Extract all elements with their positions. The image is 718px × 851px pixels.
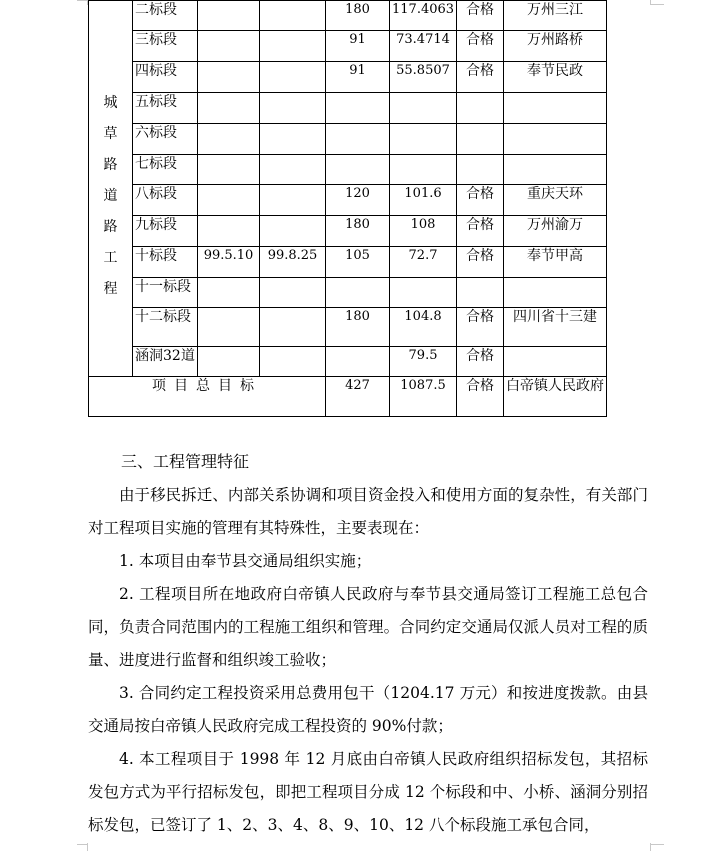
end-date-cell bbox=[260, 1, 326, 31]
contractor-cell bbox=[504, 347, 607, 377]
amount-cell: 101.6 bbox=[390, 185, 457, 216]
segment-cell: 五标段 bbox=[133, 93, 198, 124]
amount-cell: 104.8 bbox=[390, 308, 457, 347]
segment-cell: 二标段 bbox=[133, 1, 198, 31]
body-text bbox=[88, 479, 648, 842]
quality-cell: 合格 bbox=[457, 185, 504, 216]
amount-cell bbox=[390, 155, 457, 185]
start-date-cell bbox=[198, 93, 260, 124]
contractor-cell: 万州渝万 bbox=[504, 216, 607, 247]
table-row bbox=[89, 62, 607, 93]
margin-mark-bottom-left-horizontal bbox=[77, 844, 87, 845]
start-date-cell bbox=[198, 347, 260, 377]
project-name-char: 工 bbox=[103, 250, 118, 266]
end-date-cell bbox=[260, 185, 326, 216]
segment-cell: 四标段 bbox=[133, 62, 198, 93]
contractor-cell: 万州路桥 bbox=[504, 31, 607, 62]
contractor-cell bbox=[504, 278, 607, 308]
length-cell: 180 bbox=[326, 216, 390, 247]
end-date-cell bbox=[260, 347, 326, 377]
project-name-char: 道 bbox=[103, 188, 118, 204]
paragraph-item-3: 3. 合同约定工程投资采用总费用包干（1204.17 万元）和按进度拨款。由县交通局按白帝镇人民政府完成工程投资的 90%付款； bbox=[88, 684, 648, 735]
end-date-cell bbox=[260, 124, 326, 155]
segment-cell: 九标段 bbox=[133, 216, 198, 247]
amount-cell: 72.7 bbox=[390, 247, 457, 278]
end-date-cell bbox=[260, 308, 326, 347]
start-date-cell bbox=[198, 308, 260, 347]
length-cell bbox=[326, 93, 390, 124]
length-cell: 91 bbox=[326, 31, 390, 62]
section-title: 三、工程管理特征 bbox=[121, 452, 250, 471]
amount-cell bbox=[390, 93, 457, 124]
quality-cell: 合格 bbox=[457, 247, 504, 278]
segment-cell: 十标段 bbox=[133, 247, 198, 278]
total-quality-cell: 合格 bbox=[457, 377, 504, 417]
end-date-cell bbox=[260, 62, 326, 93]
length-cell: 180 bbox=[326, 1, 390, 31]
project-name-char: 草 bbox=[103, 126, 118, 142]
contractor-cell: 奉节甲高 bbox=[504, 247, 607, 278]
quality-cell bbox=[457, 93, 504, 124]
segment-cell: 八标段 bbox=[133, 185, 198, 216]
paragraph-intro: 由于移民拆迁、内部关系协调和项目资金投入和使用方面的复杂性，有关部门对工程项目实施的管理有其特殊性，主要表现在： bbox=[88, 486, 648, 537]
end-date-cell bbox=[260, 155, 326, 185]
table-row bbox=[89, 247, 607, 278]
segment-cell: 涵洞32道 bbox=[133, 347, 198, 377]
margin-mark-top-right-horizontal bbox=[650, 4, 664, 5]
contractor-cell: 重庆天环 bbox=[504, 185, 607, 216]
paragraph-item-4: 4. 本工程项目于 1998 年 12 月底由白帝镇人民政府组织招标发包，其招标发包方式为平行招标发包，即把工程项目分成 12 个标段和中、小桥、涵洞分别招标发包，已签订了 1、2、3、4、8、9、10、12 八个标段施工承包合同， bbox=[88, 750, 648, 834]
project-name-char: 路 bbox=[103, 157, 118, 173]
quality-cell bbox=[457, 155, 504, 185]
length-cell bbox=[326, 124, 390, 155]
start-date-cell bbox=[198, 31, 260, 62]
project-name-char: 路 bbox=[103, 219, 118, 235]
amount-cell: 79.5 bbox=[390, 347, 457, 377]
paragraph-item-1: 1. 本项目由奉节县交通局组织实施； bbox=[119, 552, 372, 570]
table-row bbox=[89, 278, 607, 308]
end-date-cell: 99.8.25 bbox=[260, 247, 326, 278]
table-row bbox=[89, 124, 607, 155]
start-date-cell bbox=[198, 278, 260, 308]
segment-cell: 六标段 bbox=[133, 124, 198, 155]
segment-cell: 七标段 bbox=[133, 155, 198, 185]
margin-mark-bottom-left bbox=[87, 843, 88, 851]
length-cell bbox=[326, 347, 390, 377]
end-date-cell bbox=[260, 93, 326, 124]
start-date-cell bbox=[198, 216, 260, 247]
contractor-cell: 四川省十三建 bbox=[504, 308, 607, 347]
start-date-cell bbox=[198, 62, 260, 93]
length-cell bbox=[326, 278, 390, 308]
quality-cell: 合格 bbox=[457, 308, 504, 347]
end-date-cell bbox=[260, 31, 326, 62]
total-unit-cell: 白帝镇人民政府 bbox=[504, 377, 607, 417]
start-date-cell bbox=[198, 1, 260, 31]
end-date-cell bbox=[260, 216, 326, 247]
contractor-cell bbox=[504, 93, 607, 124]
quality-cell: 合格 bbox=[457, 62, 504, 93]
quality-cell: 合格 bbox=[457, 347, 504, 377]
margin-mark-top-left bbox=[77, 0, 87, 1]
length-cell: 105 bbox=[326, 247, 390, 278]
quality-cell: 合格 bbox=[457, 216, 504, 247]
project-name-char: 城 bbox=[103, 95, 118, 111]
quality-cell bbox=[457, 278, 504, 308]
amount-cell: 73.4714 bbox=[390, 31, 457, 62]
end-date-cell bbox=[260, 278, 326, 308]
amount-cell bbox=[390, 278, 457, 308]
start-date-cell bbox=[198, 124, 260, 155]
table-row bbox=[89, 308, 607, 347]
segment-cell: 三标段 bbox=[133, 31, 198, 62]
amount-cell: 117.4063 bbox=[390, 1, 457, 31]
quality-cell bbox=[457, 124, 504, 155]
table-row bbox=[89, 31, 607, 62]
table-row bbox=[89, 185, 607, 216]
start-date-cell: 99.5.10 bbox=[198, 247, 260, 278]
contractor-cell: 奉节民政 bbox=[504, 62, 607, 93]
quality-cell: 合格 bbox=[457, 31, 504, 62]
margin-mark-bottom-right-horizontal bbox=[650, 844, 664, 845]
total-amount-cell: 1087.5 bbox=[390, 377, 457, 417]
table-row bbox=[89, 1, 607, 31]
table-row bbox=[89, 93, 607, 124]
amount-cell: 55.8507 bbox=[390, 62, 457, 93]
contractor-cell: 万州三江 bbox=[504, 1, 607, 31]
project-name-char: 程 bbox=[103, 281, 118, 297]
length-cell bbox=[326, 155, 390, 185]
start-date-cell bbox=[198, 185, 260, 216]
amount-cell bbox=[390, 124, 457, 155]
segment-cell: 十二标段 bbox=[133, 308, 198, 347]
table-row bbox=[89, 347, 607, 377]
length-cell: 180 bbox=[326, 308, 390, 347]
project-name-cell bbox=[89, 1, 133, 377]
length-cell: 91 bbox=[326, 62, 390, 93]
table-row bbox=[89, 155, 607, 185]
total-length-cell: 427 bbox=[326, 377, 390, 417]
contractor-cell bbox=[504, 155, 607, 185]
contractor-cell bbox=[504, 124, 607, 155]
bid-section-table bbox=[88, 0, 607, 417]
total-row bbox=[89, 377, 607, 417]
table-row bbox=[89, 216, 607, 247]
quality-cell: 合格 bbox=[457, 1, 504, 31]
start-date-cell bbox=[198, 155, 260, 185]
segment-cell: 十一标段 bbox=[133, 278, 198, 308]
paragraph-item-2: 2. 工程项目所在地政府白帝镇人民政府与奉节县交通局签订工程施工总包合同，负责合同范围内的工程施工组织和管理。合同约定交通局仅派人员对工程的质量、进度进行监督和组织竣工验收； bbox=[88, 585, 648, 669]
amount-cell: 108 bbox=[390, 216, 457, 247]
total-label-cell: 项目总目标 bbox=[89, 377, 326, 417]
length-cell: 120 bbox=[326, 185, 390, 216]
